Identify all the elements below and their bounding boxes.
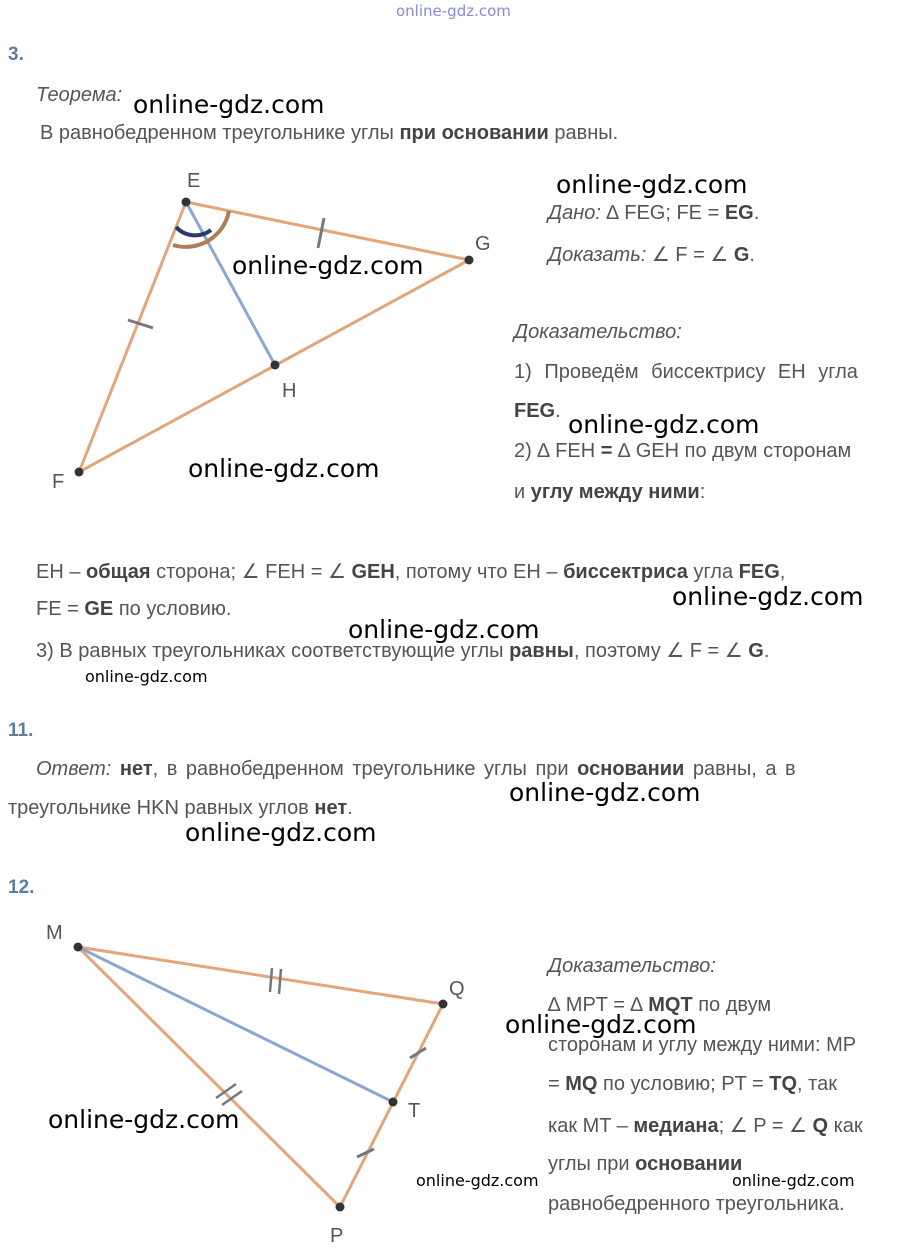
theorem-label: Теорема:: [36, 84, 123, 106]
point-e: [182, 198, 191, 207]
label-m: M: [46, 922, 63, 944]
tick-fe: [128, 320, 153, 328]
angle-arc-inner: [176, 227, 211, 235]
label-f: F: [52, 471, 65, 493]
watermark-6: online-gdz.com: [672, 582, 864, 611]
task-number-11: 11.: [8, 720, 34, 741]
prove-line: Доказать: ∠ F = ∠ G.: [548, 244, 755, 266]
watermark-4: online-gdz.com: [568, 410, 760, 439]
label-t: T: [408, 1100, 421, 1122]
tick-mq-1: [270, 968, 272, 992]
answer-line2: треугольнике HKN равных углов нет.: [8, 797, 353, 819]
label-e: E: [187, 170, 201, 192]
proof12-line1: ∆ MPT = ∆ MQT по двум: [548, 994, 772, 1016]
proof-step2-line2: и углу между ними:: [514, 481, 706, 503]
point-q: [439, 1000, 448, 1009]
proof-line-a: EH – общая сторона; ∠ FEH = ∠ GEH, потому что EH – биссектриса угла FEG,: [36, 561, 786, 583]
task-number-12: 12.: [8, 877, 35, 898]
label-p: P: [330, 1225, 344, 1247]
watermark-14: online-gdz.com: [732, 1171, 855, 1190]
watermark-7: online-gdz.com: [348, 615, 540, 644]
tick-mq-2: [279, 969, 281, 994]
watermark-3: online-gdz.com: [232, 251, 424, 280]
watermark-1: online-gdz.com: [133, 90, 325, 119]
point-f: [75, 468, 84, 477]
watermark-5: online-gdz.com: [188, 454, 380, 483]
proof-line-c: 3) В равных треугольниках соответствующие углы равны, поэтому ∠ F = ∠ G.: [36, 640, 770, 662]
watermark-13: online-gdz.com: [416, 1171, 539, 1190]
point-p: [336, 1203, 345, 1212]
task-number-3: 3.: [8, 44, 24, 65]
side-fe: [79, 202, 186, 472]
watermark-10: online-gdz.com: [185, 818, 377, 847]
proof-label-12: Доказательство:: [548, 955, 716, 977]
watermark-top: online-gdz.com: [396, 2, 511, 20]
label-g: G: [475, 233, 491, 255]
point-m: [74, 943, 83, 952]
proof12-line6: равнобедренного треугольника.: [548, 1193, 845, 1215]
theorem-text: В равнобедренном треугольнике углы при основании равны.: [40, 122, 619, 144]
answer-line1: Ответ: нет, в равнобедренном треугольнике углы при основании равны, а в: [36, 758, 796, 780]
proof-step2-line1: 2) ∆ FEH = ∆ GEH по двум сторонам: [514, 440, 852, 462]
given-line: Дано: ∆ FEG; FE = EG.: [548, 202, 760, 224]
side-mp: [78, 947, 340, 1207]
proof12-line5: углы при основании: [548, 1153, 743, 1175]
proof-label-3: Доказательство:: [514, 321, 682, 343]
proof12-line4: как MT – медиана; ∠ P = ∠ Q как: [548, 1115, 863, 1137]
proof-step1-line2: FEG.: [514, 400, 561, 422]
watermark-12: online-gdz.com: [48, 1105, 240, 1134]
watermark-9: online-gdz.com: [509, 778, 701, 807]
watermark-2: online-gdz.com: [556, 170, 748, 199]
point-h: [271, 361, 280, 370]
point-g: [465, 256, 474, 265]
tick-eg: [318, 218, 324, 248]
watermark-11: online-gdz.com: [505, 1010, 697, 1039]
label-h: H: [282, 380, 297, 402]
bisector-eh: [186, 202, 275, 365]
point-t: [389, 1098, 398, 1107]
label-q: Q: [449, 978, 465, 1000]
proof-step1-line1: 1) Проведём биссектрису EH угла: [514, 361, 858, 383]
proof12-line3: = MQ по условию; PT = TQ, так: [548, 1073, 837, 1095]
watermark-8: online-gdz.com: [85, 667, 208, 686]
proof12-line2: сторонам и углу между ними: MP: [548, 1034, 857, 1056]
proof-line-b: FE = GE по условию.: [36, 598, 232, 620]
